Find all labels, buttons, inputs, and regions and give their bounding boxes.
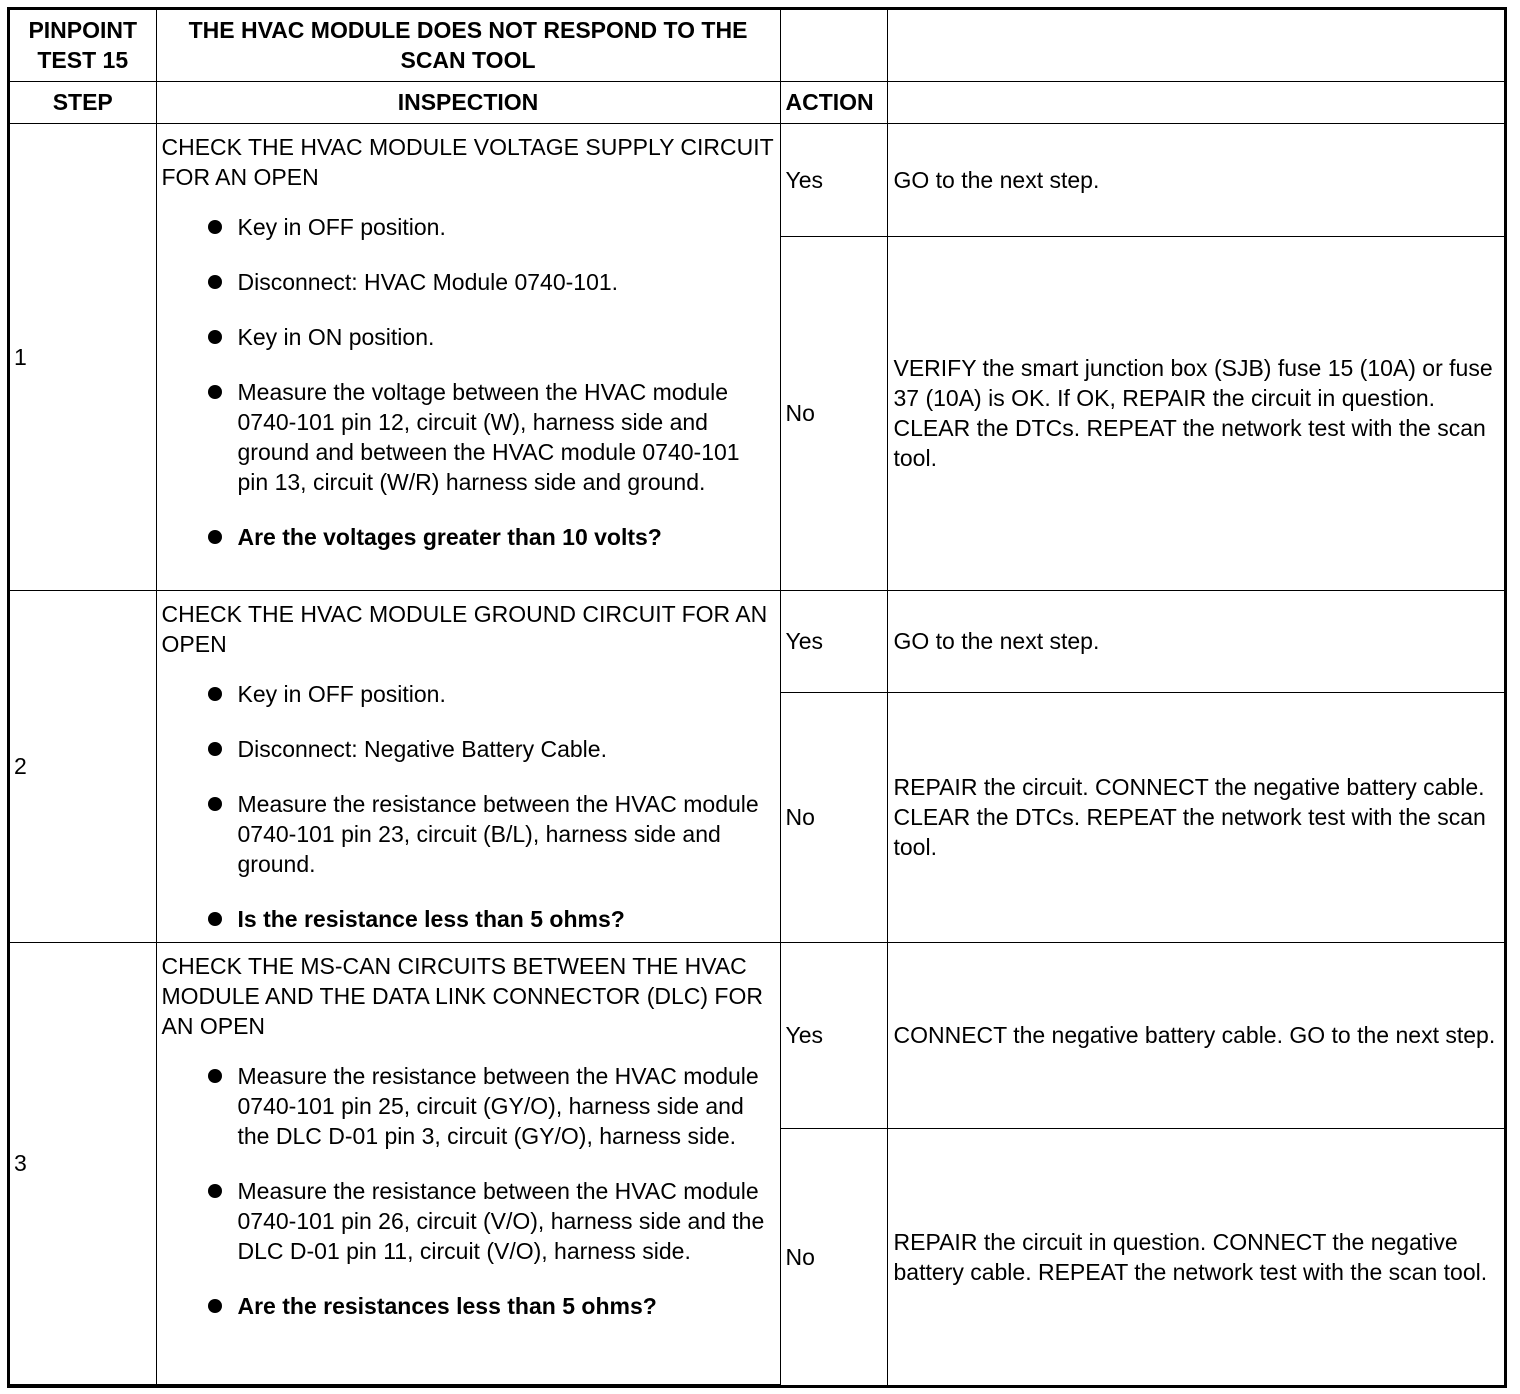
list-item: Key in OFF position. [204, 212, 774, 242]
column-header-inspection: INSPECTION [156, 81, 780, 123]
title-row [10, 10, 1504, 81]
empty-header-cell [887, 10, 1504, 81]
bullet-icon [208, 1184, 222, 1198]
list-item: Disconnect: Negative Battery Cable. [204, 734, 774, 764]
list-item: Key in OFF position. [204, 679, 774, 709]
bullet-icon [208, 530, 222, 544]
inspection-list [162, 679, 774, 934]
action-yes-label: Yes [780, 123, 887, 236]
test-id: PINPOINT TEST 15 [10, 10, 156, 81]
step-number: 1 [10, 123, 156, 590]
column-header-step: STEP [10, 81, 156, 123]
step-inspection [156, 590, 780, 942]
step-inspection [156, 942, 780, 1385]
bullet-icon [208, 687, 222, 701]
action-yes-result: GO to the next step. [887, 590, 1504, 692]
test-title: THE HVAC MODULE DOES NOT RESPOND TO THE SCAN TOOL [156, 10, 780, 81]
action-no-label: No [780, 1128, 887, 1385]
bullet-icon [208, 275, 222, 289]
action-yes-result: GO to the next step. [887, 123, 1504, 236]
list-item: Measure the voltage between the HVAC module 0740-101 pin 12, circuit (W), harness side and ground and between the HVAC module 0740-101 pin 13, circuit (W/R) harness side and ground. [204, 377, 774, 497]
action-no-result: REPAIR the circuit. CONNECT the negative battery cable. CLEAR the DTCs. REPEAT the network test with the scan tool. [887, 692, 1504, 942]
inspection-question: Is the resistance less than 5 ohms? [204, 904, 774, 934]
action-yes-result: CONNECT the negative battery cable. GO to the next step. [887, 942, 1504, 1128]
list-item: Disconnect: HVAC Module 0740-101. [204, 267, 774, 297]
step-number: 2 [10, 590, 156, 942]
action-no-result: VERIFY the smart junction box (SJB) fuse 15 (10A) or fuse 37 (10A) is OK. If OK, REPAIR the circuit in question. CLEAR the DTCs. REPEAT the network test with the scan tool. [887, 236, 1504, 590]
bullet-icon [208, 385, 222, 399]
bullet-icon [208, 797, 222, 811]
list-item: Measure the resistance between the HVAC module 0740-101 pin 26, circuit (V/O), harness side and the DLC D-01 pin 11, circuit (V/O), harness side. [204, 1176, 774, 1266]
action-yes-label: Yes [780, 942, 887, 1128]
step-3-yes-row [10, 942, 1504, 1128]
bullet-icon [208, 1299, 222, 1313]
list-item: Key in ON position. [204, 322, 774, 352]
empty-header-cell [780, 10, 887, 81]
inspection-list [162, 1061, 774, 1321]
inspection-title: CHECK THE MS-CAN CIRCUITS BETWEEN THE HVAC MODULE AND THE DATA LINK CONNECTOR (DLC) FOR AN OPEN [161, 952, 763, 1039]
inspection-title: CHECK THE HVAC MODULE GROUND CIRCUIT FOR AN OPEN [161, 600, 768, 657]
column-header-row [10, 81, 1504, 123]
bullet-icon [208, 742, 222, 756]
inspection-list [162, 212, 774, 552]
step-number: 3 [10, 942, 156, 1385]
bullet-icon [208, 220, 222, 234]
bullet-icon [208, 330, 222, 344]
step-2-yes-row [10, 590, 1504, 692]
action-no-result: REPAIR the circuit in question. CONNECT the negative battery cable. REPEAT the network test with the scan tool. [887, 1128, 1504, 1385]
empty-header-cell [887, 81, 1504, 123]
inspection-title: CHECK THE HVAC MODULE VOLTAGE SUPPLY CIRCUIT FOR AN OPEN [161, 133, 774, 190]
bullet-icon [208, 1069, 222, 1083]
inspection-question: Are the resistances less than 5 ohms? [204, 1291, 774, 1321]
pinpoint-test-table [7, 7, 1507, 1388]
list-item: Measure the resistance between the HVAC module 0740-101 pin 23, circuit (B/L), harness side and ground. [204, 789, 774, 879]
inspection-question: Are the voltages greater than 10 volts? [204, 522, 774, 552]
action-no-label: No [780, 236, 887, 590]
step-1-yes-row [10, 123, 1504, 236]
list-item: Measure the resistance between the HVAC module 0740-101 pin 25, circuit (GY/O), harness side and the DLC D-01 pin 3, circuit (GY/O), harness side. [204, 1061, 774, 1151]
column-header-action: ACTION [780, 81, 887, 123]
action-no-label: No [780, 692, 887, 942]
step-inspection [156, 123, 780, 590]
action-yes-label: Yes [780, 590, 887, 692]
bullet-icon [208, 912, 222, 926]
